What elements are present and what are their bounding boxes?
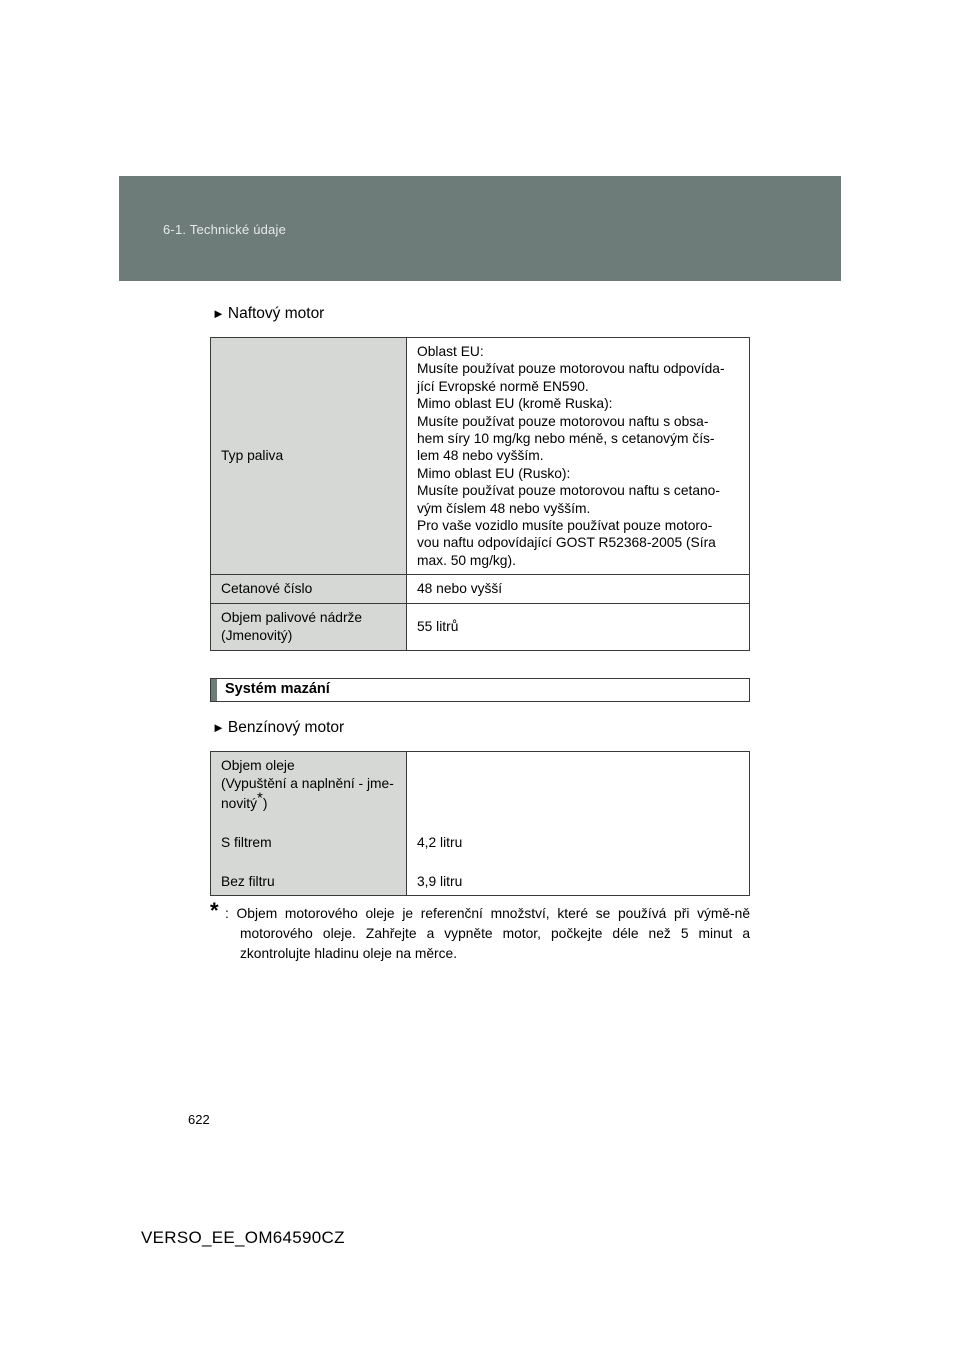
- petrol-heading-text: Benzínový motor: [227, 719, 345, 736]
- table-row: [211, 338, 750, 575]
- footnote-star: *: [257, 789, 263, 807]
- fuel-line: Mimo oblast EU (Rusko):: [417, 465, 571, 481]
- footnote-body: [225, 904, 750, 964]
- section-title: 6-1. Technické údaje: [163, 222, 287, 237]
- fuel-line: Pro vaše vozidlo musíte používat pouze motoro-: [417, 518, 713, 534]
- page-number: 622: [188, 1112, 210, 1127]
- triangle-bullet-icon: ►: [212, 306, 225, 321]
- diesel-heading-text: Naftový motor: [227, 305, 325, 322]
- tank-label-line: Objem palivové nádrže: [221, 610, 363, 626]
- fuel-line: max. 50 mg/kg).: [417, 552, 516, 568]
- oil-label-close: ): [262, 796, 268, 811]
- oil-label-line2: (Vypuštění a naplnění - jme-: [221, 776, 394, 791]
- fuel-line: vým číslem 48 nebo vyšším.: [417, 500, 591, 516]
- fuel-type-value: [407, 338, 750, 575]
- section-header-band: [119, 176, 841, 281]
- fuel-line: jící Evropské normě EN590.: [417, 378, 589, 394]
- with-filter-value: 4,2 litru: [417, 835, 463, 850]
- table-row: [211, 603, 750, 650]
- footnote-text: : Objem motorového oleje je referenční množství, které se používá při výmě-ně motorového oleje. Zahřejte a vypněte motor, počkejte déle než 5 minut a zkontrolujte hladinu oleje na měrce.: [225, 906, 750, 961]
- diesel-spec-table: [210, 337, 750, 651]
- document-code: VERSO_EE_OM64590CZ: [141, 1228, 345, 1247]
- fuel-line: Musíte používat pouze motorovou naftu s cetano-: [417, 483, 720, 499]
- with-filter-label: S filtrem: [221, 835, 272, 850]
- oil-label-text: novitý: [221, 796, 258, 811]
- tank-label-line: (Jmenovitý): [221, 627, 293, 643]
- footnote-star: *: [210, 898, 219, 923]
- fuel-line: Musíte používat pouze motorovou naftu odpovída-: [417, 361, 725, 377]
- fuel-line: vou naftu odpovídající GOST R52368-2005 (Síra: [417, 535, 716, 551]
- diesel-heading: [212, 305, 324, 323]
- fuel-type-label: Typ paliva: [211, 338, 407, 575]
- without-filter-label: Bez filtru: [221, 874, 275, 889]
- fuel-line: Oblast EU:: [417, 344, 484, 359]
- table-row: [211, 575, 750, 603]
- petrol-heading: [212, 719, 344, 737]
- oil-capacity-label-cell: [211, 752, 407, 896]
- oil-capacity-table: [210, 751, 750, 896]
- oil-label-line3: [221, 789, 268, 812]
- fuel-line: hem síry 10 mg/kg nebo méně, s cetanovým čís-: [417, 431, 715, 447]
- triangle-bullet-icon: ►: [212, 720, 225, 735]
- cetane-label: Cetanové číslo: [211, 575, 407, 603]
- fuel-line: Musíte používat pouze motorovou naftu s obsa-: [417, 413, 709, 429]
- oil-footnote: [210, 898, 750, 964]
- tank-capacity-value: 55 litrů: [407, 603, 750, 650]
- oil-capacity-value-cell: [407, 752, 750, 896]
- lubrication-section-header: [210, 678, 750, 702]
- table-row: [211, 752, 750, 896]
- lubrication-section-title: Systém mazání: [225, 681, 330, 697]
- cetane-value: 48 nebo vyšší: [407, 575, 750, 603]
- without-filter-value: 3,9 litru: [417, 874, 463, 889]
- tank-capacity-label: [211, 603, 407, 650]
- fuel-line: lem 48 nebo vyšším.: [417, 448, 544, 464]
- oil-label-line1: Objem oleje: [221, 758, 295, 773]
- fuel-line: Mimo oblast EU (kromě Ruska):: [417, 396, 613, 412]
- section-marker: [211, 679, 217, 701]
